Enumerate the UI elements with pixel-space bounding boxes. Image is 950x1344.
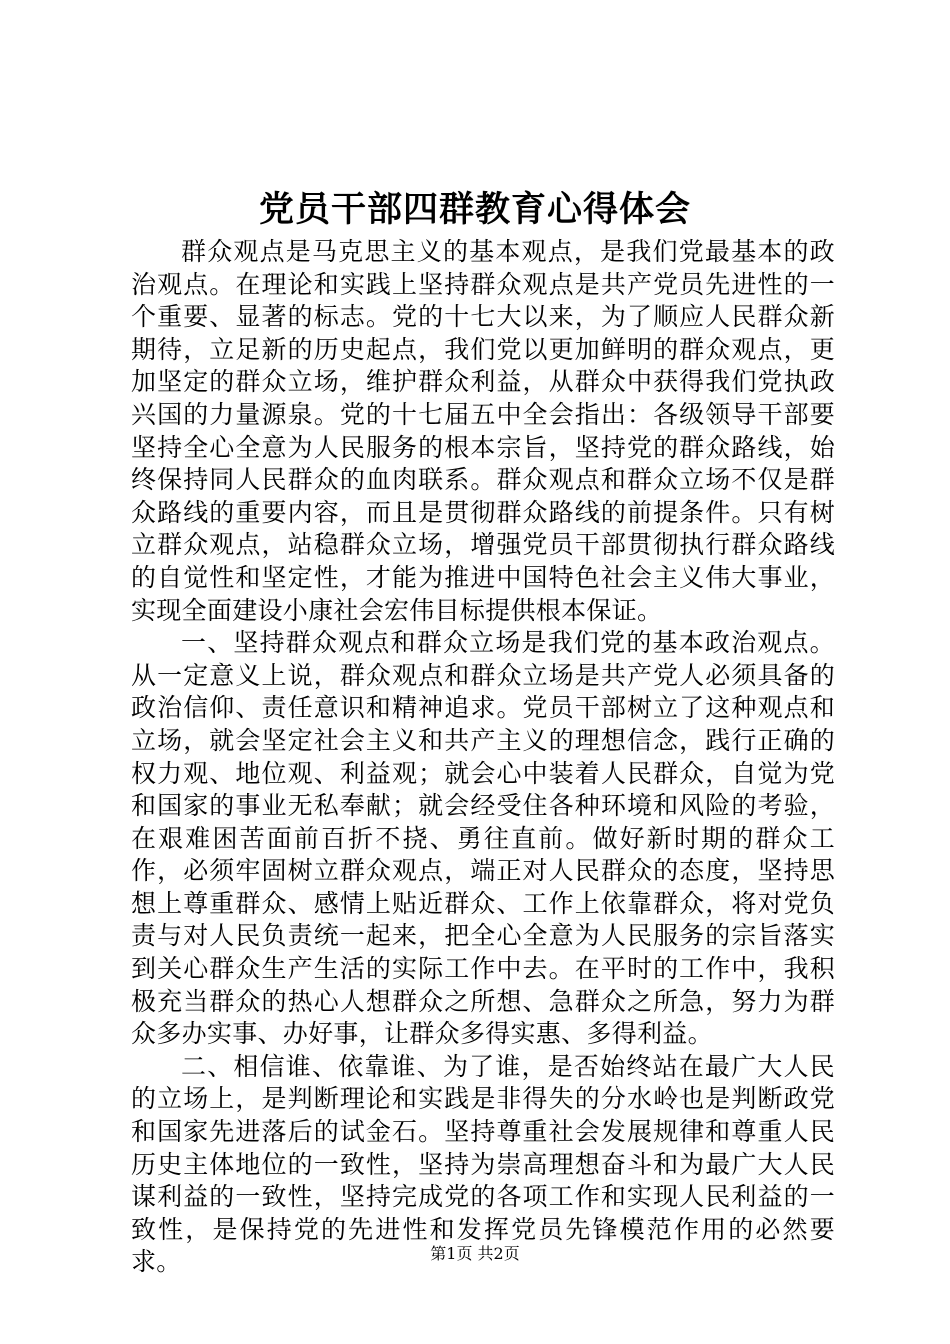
paragraph-section-one: 一、坚持群众观点和群众立场是我们党的基本政治观点。从一定意义上说，群众观点和群众立场是共产党人必须具备的政治信仰、责任意识和精神追求。党员干部树立了这种观点和立场，就会坚定社会主义和共产主义的理想信念，践行正确的权力观、地位观、利益观；就会心中装着人民群众，自觉为党和国家的事业无私奉献；就会经受住各种环境和风险的考验，在艰难困苦面前百折不挠、勇往直前。做好新时期的群众工作，必须牢固树立群众观点，端正对人民群众的态度，坚持思想上尊重群众、感情上贴近群众、工作上依靠群众，将对党负责与对人民负责统一起来，把全心全意为人民服务的宗旨落实到关心群众生产生活的实际工作中去。在平时的工作中，我积极充当群众的热心人想群众之所想、急群众之所急，努力为群众多办实事、办好事，让群众多得实惠、多得利益。 xyxy=(131,628,835,1049)
page-footer: 第1页 共2页 xyxy=(430,1244,520,1263)
paragraph-intro: 群众观点是马克思主义的基本观点，是我们党最基本的政治观点。在理论和实践上坚持群众观点是共产党员先进性的一个重要、显著的标志。党的十七大以来，为了顺应人民群众新期待，立足新的历史起点，我们党以更加鲜明的群众观点，更加坚定的群众立场，维护群众利益，从群众中获得我们党执政兴国的力量源泉。党的十七届五中全会指出：各级领导干部要坚持全心全意为人民服务的根本宗旨，坚持党的群众路线，始终保持同人民群众的血肉联系。群众观点和群众立场不仅是群众路线的重要内容，而且是贯彻群众路线的前提条件。只有树立群众观点，站稳群众立场，增强党员干部贯彻执行群众路线的自觉性和坚定性，才能为推进中国特色社会主义伟大事业，实现全面建设小康社会宏伟目标提供根本保证。 xyxy=(131,237,835,625)
paragraph-section-two: 二、相信谁、依靠谁、为了谁，是否始终站在最广大人民的立场上，是判断理论和实践是非得失的分水岭也是判断政党和国家先进落后的试金石。坚持尊重社会发展规律和尊重人民历史主体地位的一致性，坚持为崇高理想奋斗和为最广大人民谋利益的一致性，坚持完成党的各项工作和实现人民利益的一致性，是保持党的先进性和发挥党员先锋模范作用的必然要求。 xyxy=(131,1051,835,1277)
document-body xyxy=(131,236,835,1279)
document-title: 党员干部四群教育心得体会 xyxy=(258,189,691,230)
